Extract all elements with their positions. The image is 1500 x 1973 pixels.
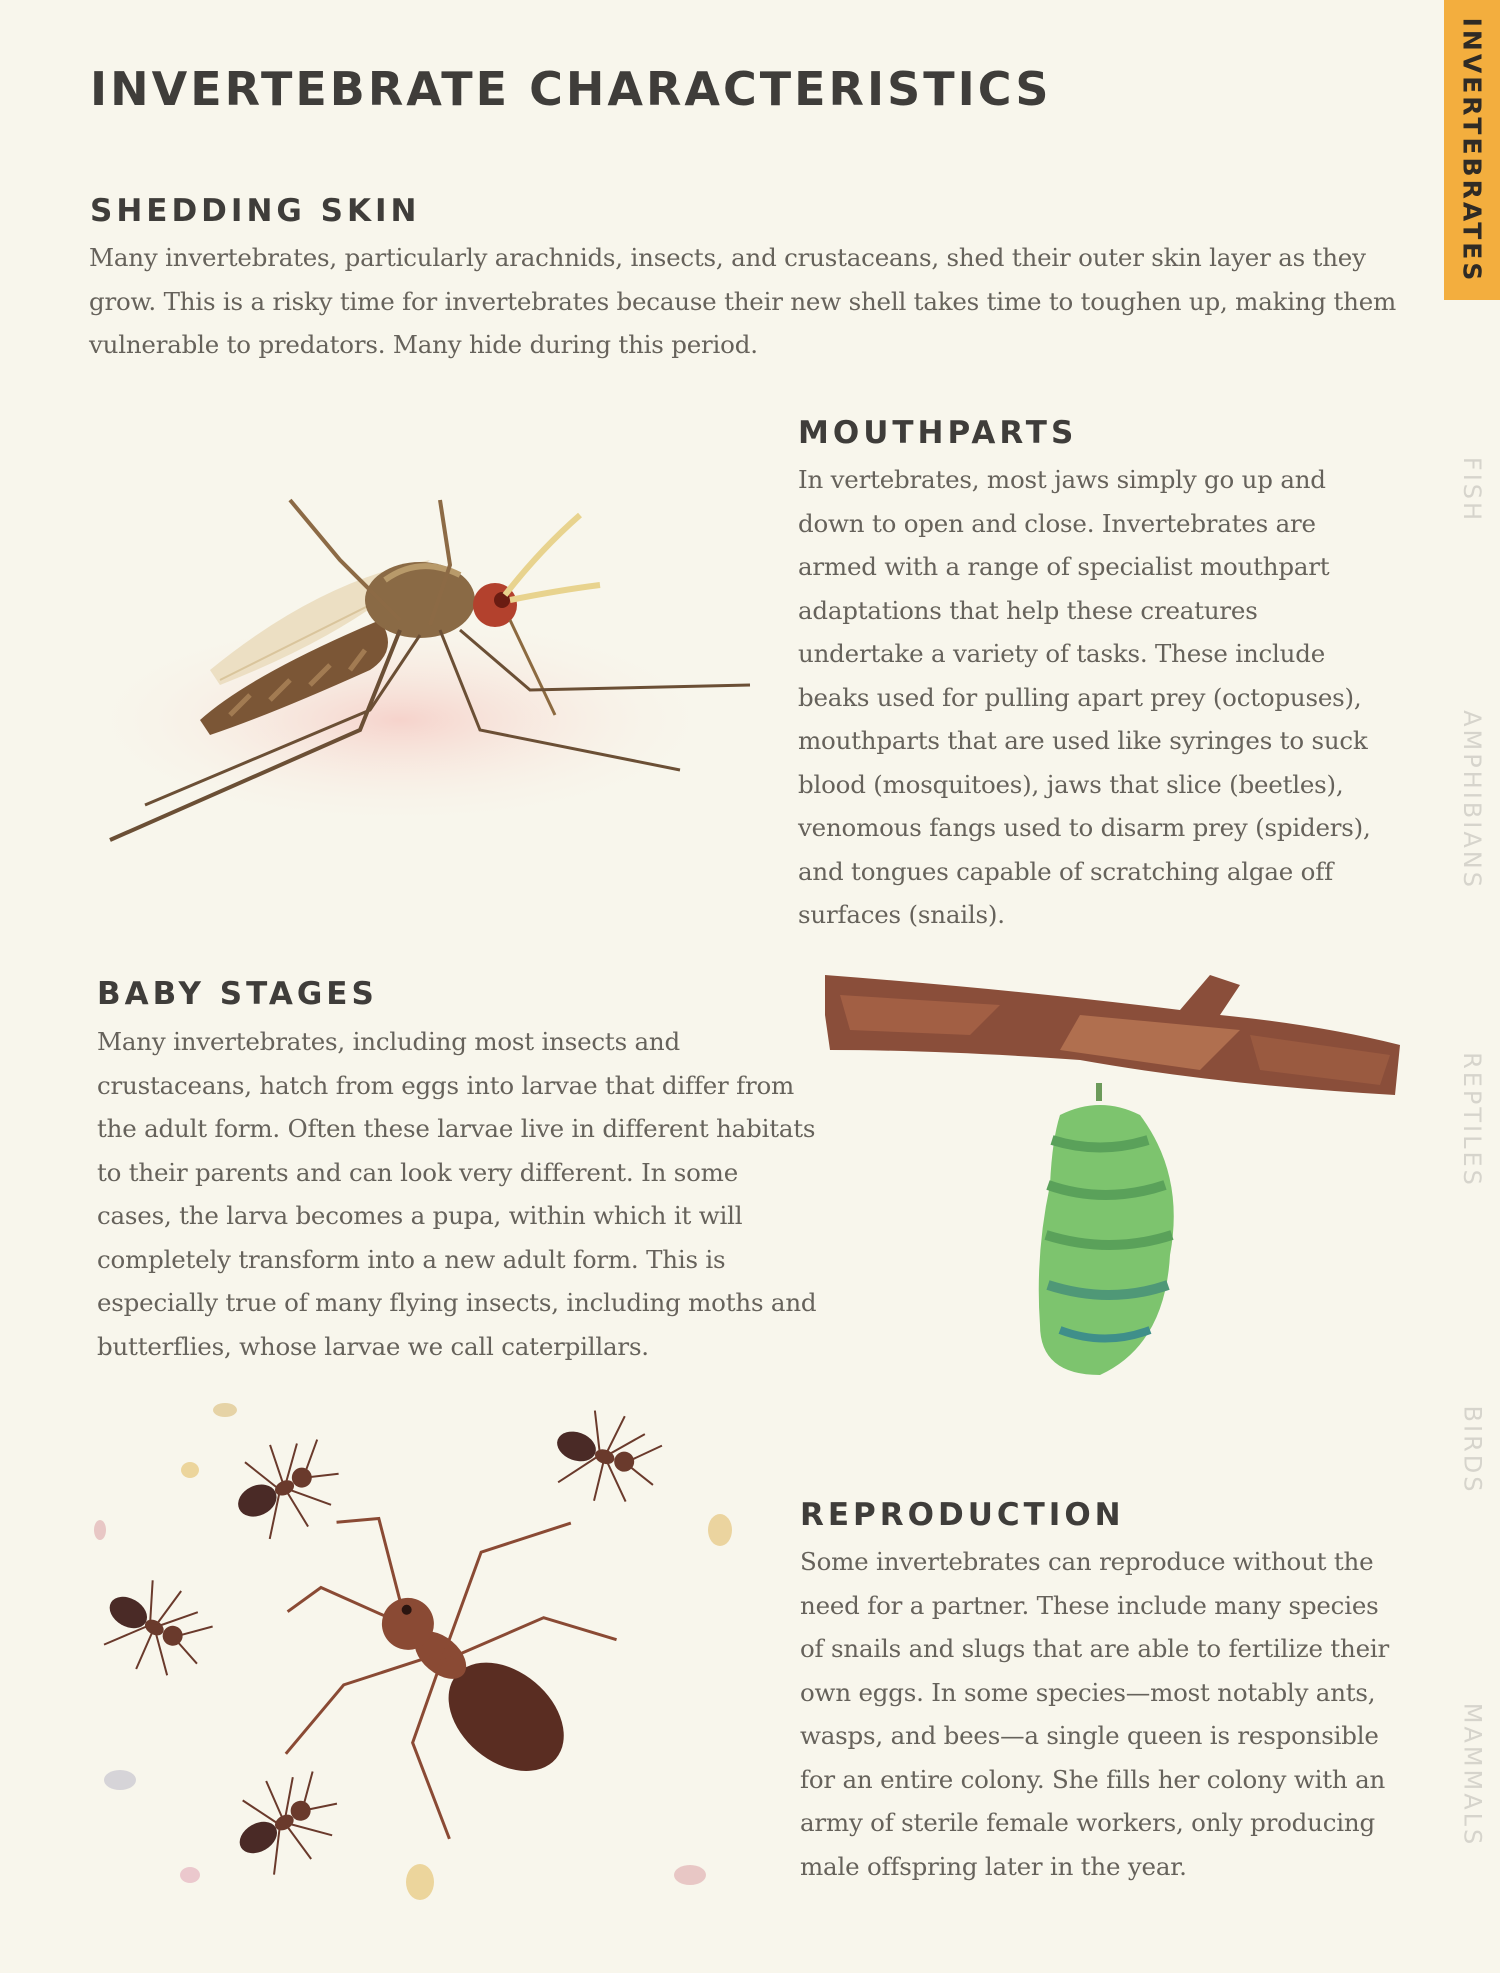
mosquito-illustration (100, 470, 760, 890)
chrysalis-on-branch-illustration (820, 955, 1410, 1415)
tab-mammals[interactable]: MAMMALS (1458, 1702, 1486, 1848)
reproduction-text: Some invertebrates can reproduce without the need for a partner. These include many species of snails and slugs that are able to fertilize their own eggs. In some species—most notably ants, wasps, and bees—a single queen is responsible for an entire colony. She fills her colony with an army of sterile female workers, only producing male offspring later in the year. (800, 1547, 1390, 1881)
baby-stages-heading: BABY STAGES (97, 976, 378, 1012)
tab-fish[interactable]: FISH (1458, 456, 1487, 524)
shedding-skin-heading: SHEDDING SKIN (90, 193, 421, 229)
page-title: INVERTEBRATE CHARACTERISTICS (90, 62, 1052, 116)
mouthparts-heading: MOUTHPARTS (798, 415, 1078, 451)
tab-amphibians[interactable]: AMPHIBIANS (1458, 710, 1486, 890)
ants-illustration (80, 1395, 740, 1915)
reproduction-heading: REPRODUCTION (800, 1497, 1125, 1533)
tab-reptiles[interactable]: REPTILES (1458, 1052, 1487, 1188)
baby-stages-text: Many invertebrates, including most insects and crustaceans, hatch from eggs into larvae that differ from the adult form. Often these larvae live in different habitats to their parents and can look very different. In some cases, the larva becomes a pupa, within which it will completely transform into a new adult form. This is especially true of many flying insects, including moths and butterflies, whose larvae we call caterpillars. (97, 1027, 817, 1361)
tab-birds[interactable]: BIRDS (1458, 1405, 1486, 1495)
shedding-skin-text: Many invertebrates, particularly arachnids, insects, and crustaceans, shed their outer skin layer as they grow. This is a risky time for invertebrates because their new shell takes time to toughen up, making them vulnerable to predators. Many hide during this period. (89, 243, 1397, 359)
tab-invertebrates[interactable]: INVERTEBRATES (1444, 0, 1500, 300)
mouthparts-text: In vertebrates, most jaws simply go up and down to open and close. Invertebrates are armed with a range of specialist mouthpart adaptations that help these creatures undertake a variety of tasks. These include beaks used for pulling apart prey (octopuses), mouthparts that are used like syringes to suck blood (mosquitoes), jaws that slice (beetles), venomous fangs used to disarm prey (spiders), and tongues capable of scratching algae off surfaces (snails). (798, 465, 1371, 929)
